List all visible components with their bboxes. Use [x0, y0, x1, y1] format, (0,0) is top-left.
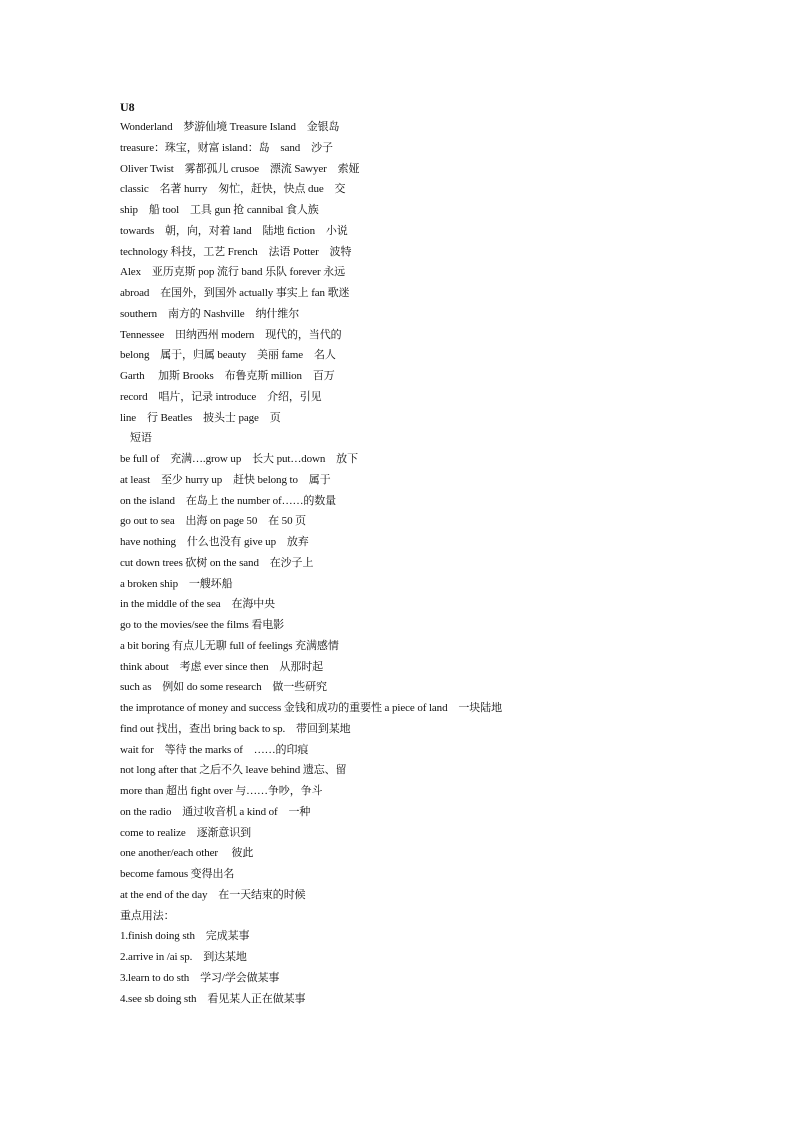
text-line: abroad 在国外，到国外 actually 事实上 fan 歌迷 [120, 287, 350, 299]
text-line: Oliver Twist 雾都孤儿 crusoe 漂流 Sawyer 索娅 [120, 162, 360, 175]
text-line: more than 超出 fight over 与……争吵，争斗 [120, 785, 323, 797]
text-line: Tennessee 田纳西州 modern 现代的，当代的 [120, 328, 342, 341]
text-line: Wonderland 梦游仙境 Treasure Island 金银岛 [120, 121, 340, 133]
text-line: think about 考虑 ever since then 从那时起 [120, 660, 324, 673]
text-line: go to the movies/see the films 看电影 [120, 619, 285, 631]
text-line: come to realize 逐渐意识到 [120, 826, 252, 839]
text-line: not long after that 之后不久 leave behind 遗忘、留 [120, 764, 347, 777]
text-line: a bit boring 有点儿无聊 full of feelings 充满感情 [120, 639, 339, 652]
text-line: Alex 亚历克斯 pop 流行 band 乐队 forever 永远 [120, 266, 346, 279]
text-line: towards 朝，向，对着 land 陆地 fiction 小说 [120, 224, 348, 237]
text-line: in the middle of the sea 在海中央 [120, 598, 276, 611]
text-line: classic 名著 hurry 匆忙，赶快，快点 due 交 [120, 183, 346, 196]
text-line: on the radio 通过收音机 a kind of 一种 [120, 805, 311, 818]
text-line: cut down trees 砍树 on the sand 在沙子上 [120, 556, 314, 569]
vocabulary-list [120, 117, 720, 1009]
text-line: treasure：珠宝，财富 island：岛 sand 沙子 [120, 141, 333, 154]
text-line: become famous 变得出名 [120, 868, 235, 880]
text-line: belong 属于，归属 beauty 美丽 fame 名人 [120, 349, 336, 362]
text-line: a broken ship 一艘坏船 [120, 577, 233, 590]
text-line: technology 科技，工艺 French 法语 Potter 波特 [120, 245, 352, 258]
text-line: 1.finish doing sth 完成某事 [120, 930, 250, 943]
document-content [120, 97, 720, 1009]
text-line: Garth 加斯 Brooks 布鲁克斯 million 百万 [120, 370, 335, 382]
text-line: such as 例如 do some research 做一些研究 [120, 681, 327, 694]
text-line: one another/each other 彼此 [120, 847, 254, 860]
text-line: at least 至少 hurry up 赶快 belong to 属于 [120, 473, 331, 486]
text-line: line 行 Beatles 披头士 page 页 [120, 411, 281, 424]
text-line: the improtance of money and success 金钱和成功的重要性 a piece of land 一块陆地 [120, 702, 502, 714]
text-line: go out to sea 出海 on page 50 在 50 页 [120, 515, 307, 528]
text-line: 3.learn to do sth 学习/学会做某事 [120, 971, 280, 984]
text-line: southern 南方的 Nashville 纳什维尔 [120, 307, 300, 320]
unit-heading: U8 [120, 100, 135, 114]
text-line: ship 船 tool 工具 gun 抢 cannibal 食人族 [120, 204, 319, 216]
section-heading-phrases: 短语 [130, 432, 152, 445]
text-line: record 唱片，记录 introduce 介绍，引见 [120, 390, 322, 403]
text-line: on the island 在岛上 the number of……的数量 [120, 494, 337, 507]
text-line: wait for 等待 the marks of ……的印痕 [120, 743, 309, 756]
text-line: 2.arrive in /ai sp. 到达某地 [120, 951, 247, 963]
text-line: find out 找出，查出 bring back to sp. 带回到某地 [120, 722, 351, 735]
text-line: be full of 充满….grow up 长大 put…down 放下 [120, 453, 358, 465]
text-line: at the end of the day 在一天结束的时候 [120, 888, 306, 901]
text-line: have nothing 什么也没有 give up 放弃 [120, 536, 309, 548]
text-line: 4.see sb doing sth 看见某人正在做某事 [120, 992, 306, 1005]
section-heading-key-usage: 重点用法： [120, 909, 175, 922]
